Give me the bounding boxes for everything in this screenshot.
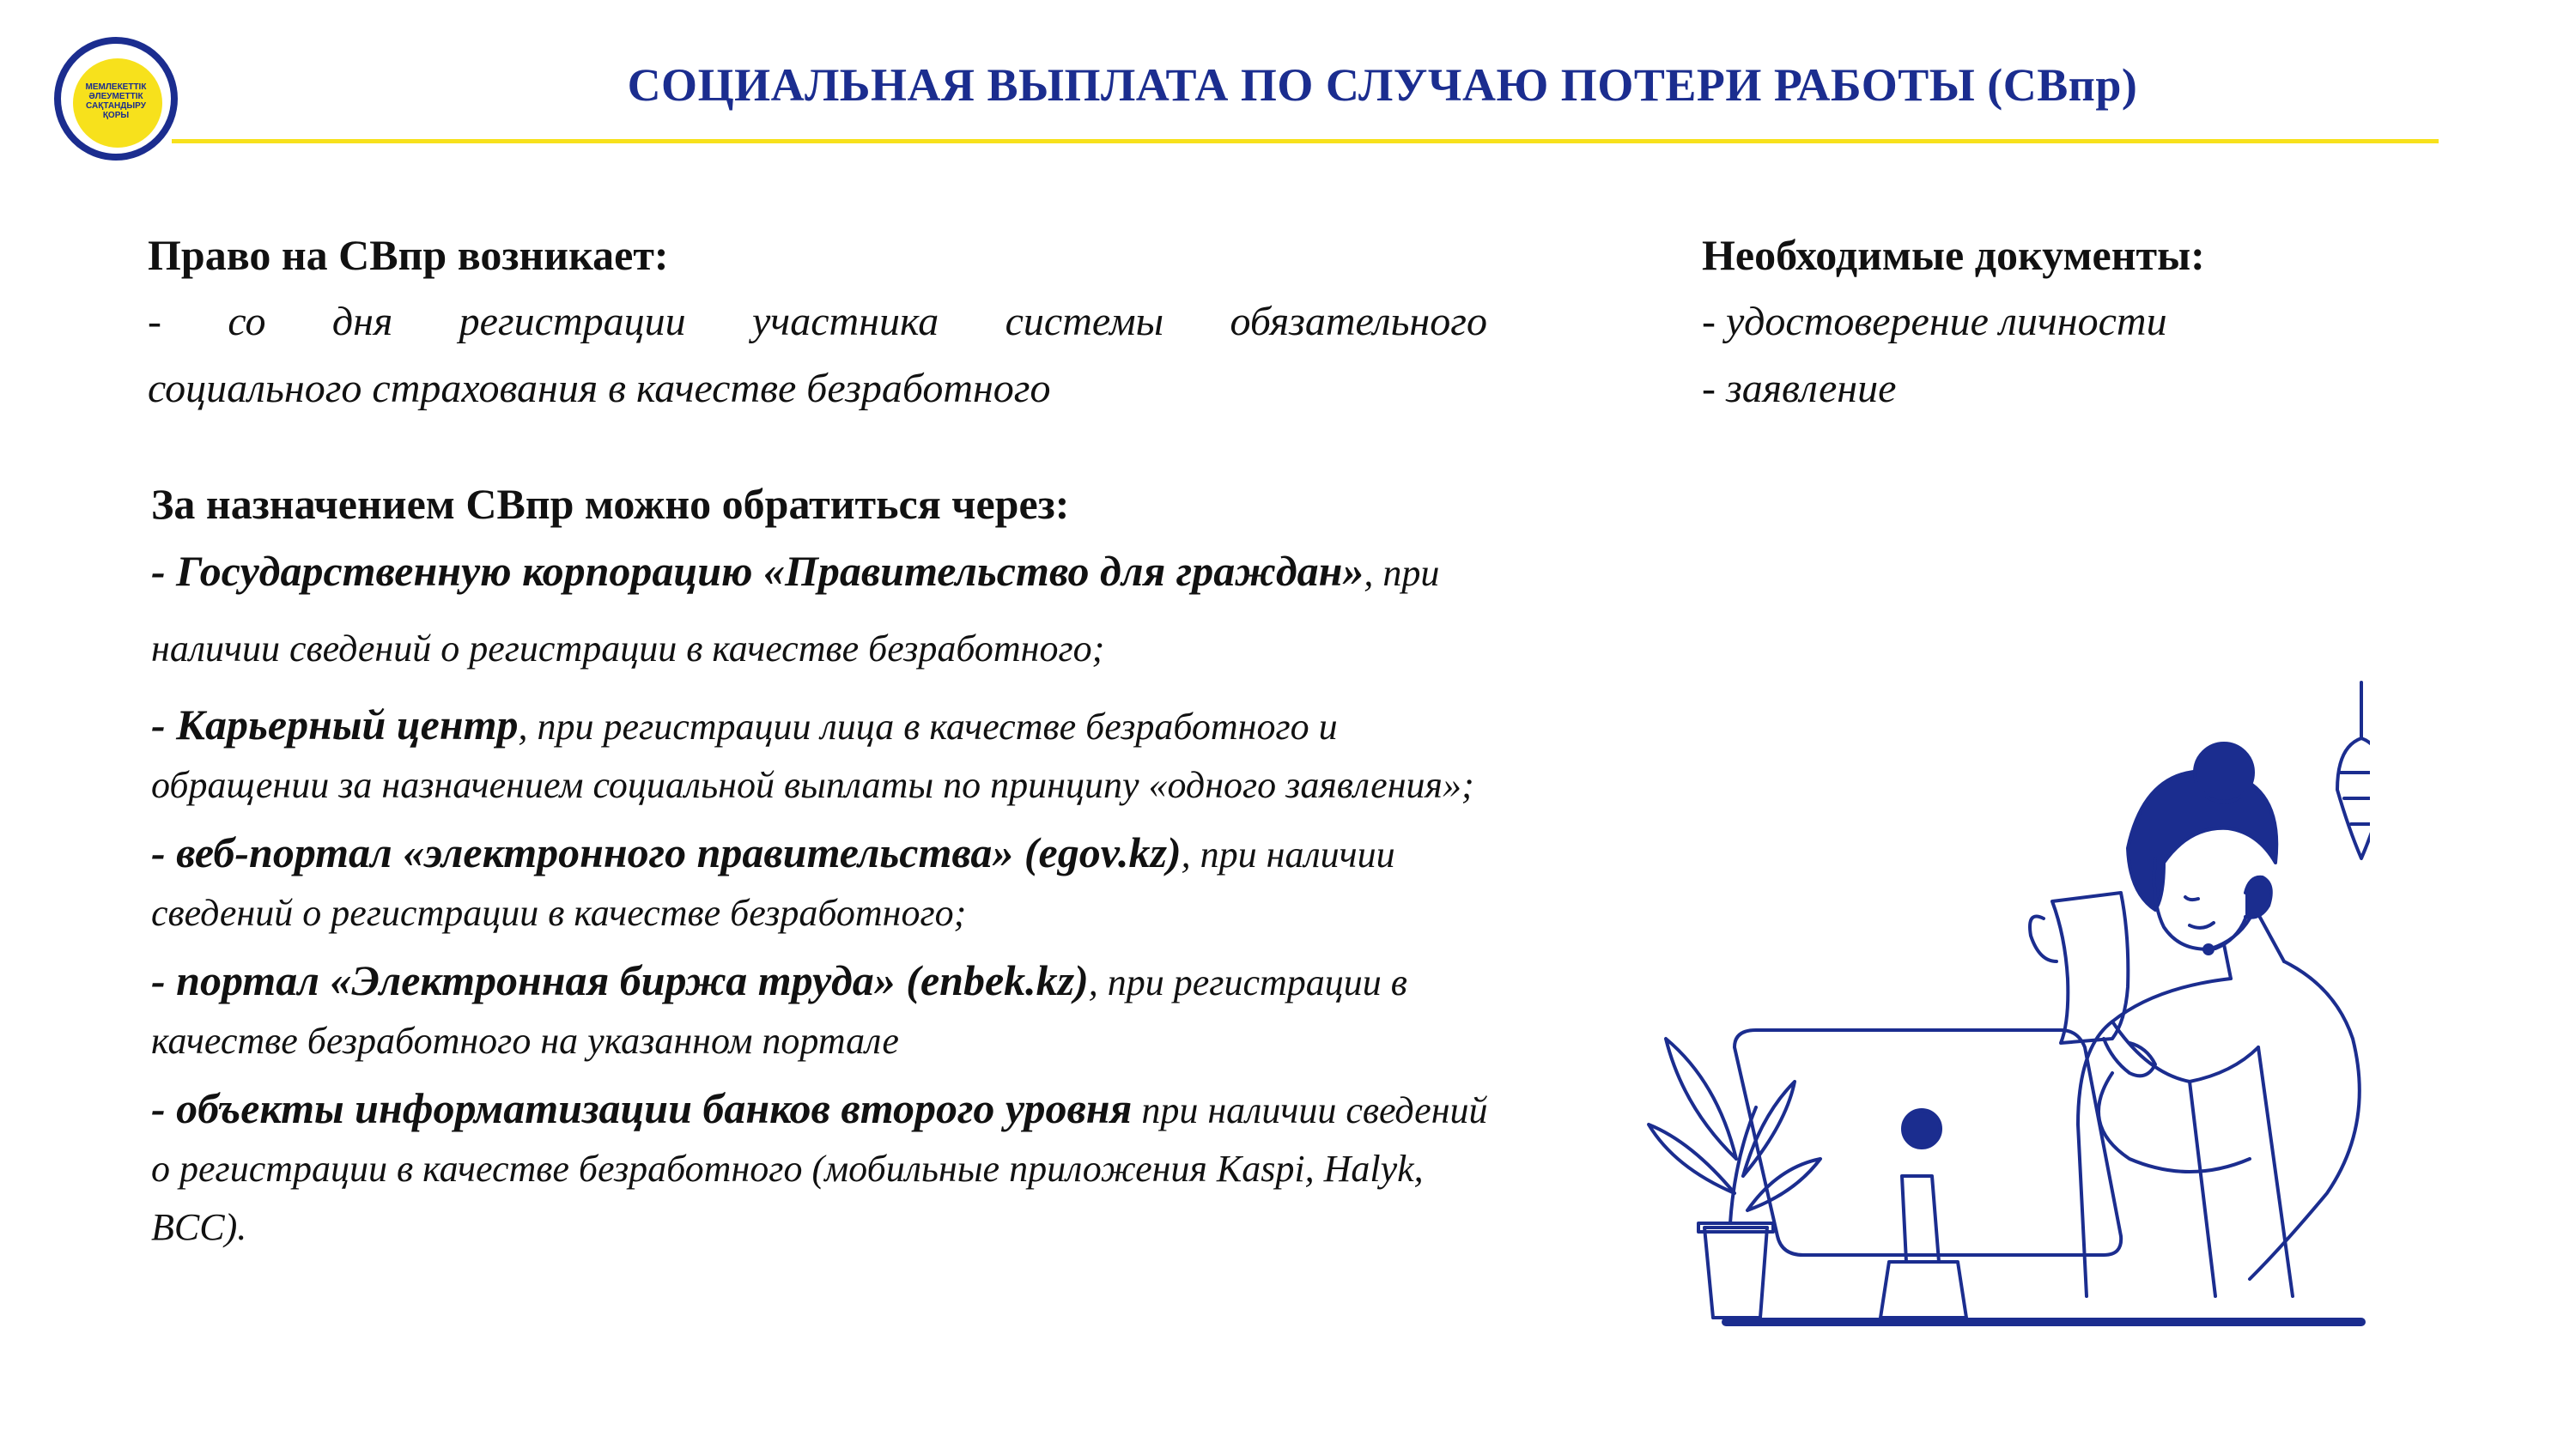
right-to-benefit-heading: Право на СВпр возникает:	[148, 231, 669, 279]
apply-channel-item: - Карьерный центр, при регистрации лица в качестве безработного и обращении за назначением социальной выплаты по принципу «одного заявления»;	[151, 700, 1474, 806]
computer-monitor-icon	[1735, 1030, 2121, 1318]
right-to-benefit-line-1: - со дня регистрации участника системы обязательного	[148, 299, 1487, 344]
required-documents-section	[1702, 221, 2475, 422]
apply-channels-heading: За назначением СВпр можно обратиться через:	[151, 480, 1070, 528]
page-title: СОЦИАЛЬНАЯ ВЫПЛАТА ПО СЛУЧАЮ ПОТЕРИ РАБОТЫ (СВпр)	[627, 59, 2138, 111]
title-divider	[172, 139, 2439, 143]
document-item: - заявление	[1702, 366, 1897, 411]
apply-channel-item: - объекты информатизации банков второго уровня при наличии сведений о регистрации в качестве безработного (мобильные приложения Kaspi, Halyk, BCC).	[151, 1084, 1488, 1248]
document-item: - удостоверение личности	[1702, 299, 2167, 344]
potted-plant-icon	[1649, 1039, 1820, 1318]
apply-channels-section	[151, 470, 1499, 1261]
required-documents-heading: Необходимые документы:	[1702, 231, 2205, 279]
logo-text: МЕМЛЕКЕТТІК ӘЛЕУМЕТТІК САҚТАНДЫРУ ҚОРЫ	[85, 82, 147, 120]
operator-illustration	[1597, 678, 2370, 1348]
right-to-benefit-line-2: социального страхования в качестве безработного	[148, 366, 1051, 411]
right-to-benefit-section	[148, 221, 1487, 422]
apply-channel-item: - портал «Электронная биржа труда» (enbek.kz), при регистрации в качестве безработного на указанном портале	[151, 956, 1407, 1062]
apply-channel-item: - Государственную корпорацию «Правительство для граждан», при наличии сведений о регистрации в качестве безработного;	[151, 547, 1440, 670]
apply-channel-item: - веб-портал «электронного правительства» (egov.kz), при наличии сведений о регистрации в качестве безработного;	[151, 828, 1395, 934]
hanging-lamp-icon	[2337, 682, 2370, 858]
